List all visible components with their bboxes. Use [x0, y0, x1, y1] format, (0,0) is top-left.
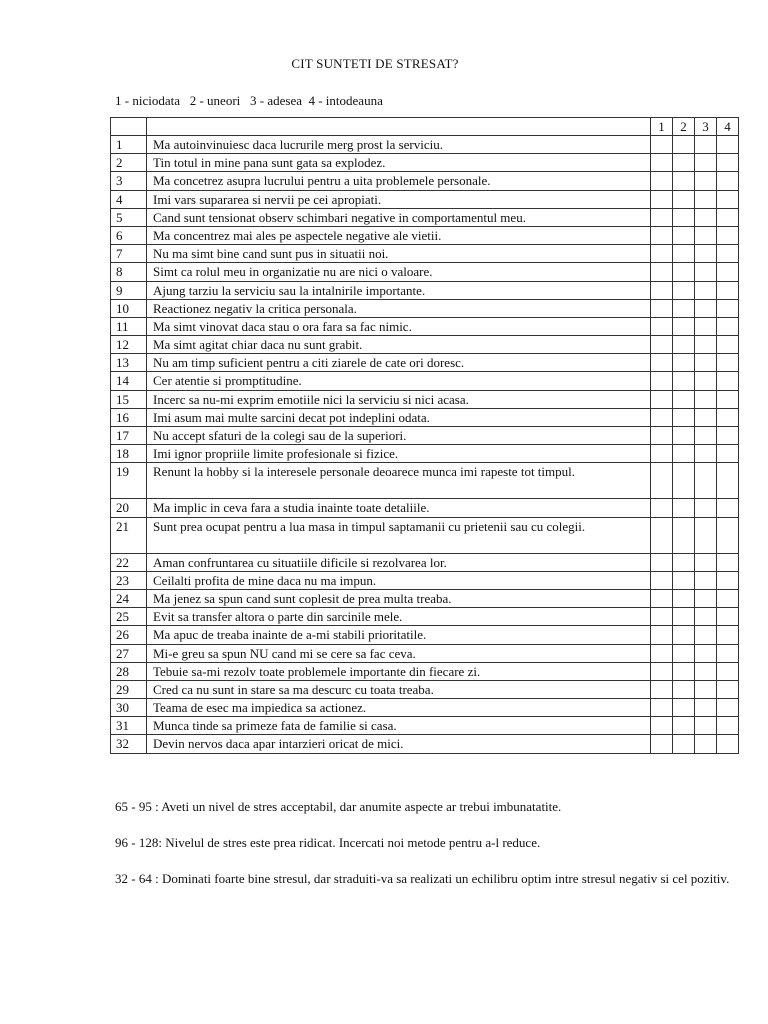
- score-cell-1[interactable]: [651, 644, 673, 662]
- question-number: 24: [111, 589, 147, 607]
- question-number: 13: [111, 354, 147, 372]
- score-cell-4[interactable]: [717, 644, 739, 662]
- table-row: [111, 408, 739, 426]
- score-cell-2[interactable]: [673, 390, 695, 408]
- score-cell-2[interactable]: [673, 226, 695, 244]
- score-cell-4[interactable]: [717, 735, 739, 753]
- question-number: 5: [111, 208, 147, 226]
- table-row: [111, 208, 739, 226]
- score-cell-4[interactable]: [717, 190, 739, 208]
- question-number: 9: [111, 281, 147, 299]
- score-cell-3[interactable]: [695, 553, 717, 571]
- question-number: 22: [111, 553, 147, 571]
- score-cell-2[interactable]: [673, 208, 695, 226]
- score-cell-1[interactable]: [651, 499, 673, 517]
- score-cell-4[interactable]: [717, 172, 739, 190]
- score-cell-1[interactable]: [651, 717, 673, 735]
- score-cell-3[interactable]: [695, 336, 717, 354]
- score-cell-3[interactable]: [695, 226, 717, 244]
- question-number: 27: [111, 644, 147, 662]
- question-text: Ceilalti profita de mine daca nu ma impun.: [147, 571, 651, 589]
- score-cell-3[interactable]: [695, 499, 717, 517]
- score-cell-4[interactable]: [717, 553, 739, 571]
- score-cell-4[interactable]: [717, 154, 739, 172]
- score-cell-4[interactable]: [717, 445, 739, 463]
- question-text: Munca tinde sa primeze fata de familie si casa.: [147, 717, 651, 735]
- question-text: Ma apuc de treaba inainte de a-mi stabili prioritatile.: [147, 626, 651, 644]
- header-score-4: 4: [717, 118, 739, 136]
- question-number: 4: [111, 190, 147, 208]
- score-cell-3[interactable]: [695, 608, 717, 626]
- table-row: [111, 445, 739, 463]
- question-number: 18: [111, 445, 147, 463]
- question-number: 6: [111, 226, 147, 244]
- table-row: [111, 699, 739, 717]
- score-cell-2[interactable]: [673, 299, 695, 317]
- score-cell-2[interactable]: [673, 662, 695, 680]
- table-row: [111, 263, 739, 281]
- score-cell-2[interactable]: [673, 372, 695, 390]
- table-row: [111, 680, 739, 698]
- score-cell-2[interactable]: [673, 245, 695, 263]
- score-cell-2[interactable]: [673, 445, 695, 463]
- score-cell-2[interactable]: [673, 408, 695, 426]
- table-row: [111, 336, 739, 354]
- question-text: Aman confruntarea cu situatiile dificile si rezolvarea lor.: [147, 553, 651, 571]
- table-row: [111, 317, 739, 335]
- question-number: 16: [111, 408, 147, 426]
- score-cell-2[interactable]: [673, 154, 695, 172]
- score-cell-1[interactable]: [651, 372, 673, 390]
- score-cell-2[interactable]: [673, 680, 695, 698]
- table-row: [111, 226, 739, 244]
- question-text: Reactionez negativ la critica personala.: [147, 299, 651, 317]
- question-text: Teama de esec ma impiedica sa actionez.: [147, 699, 651, 717]
- score-cell-1[interactable]: [651, 427, 673, 445]
- score-cell-1[interactable]: [651, 226, 673, 244]
- score-cell-3[interactable]: [695, 390, 717, 408]
- question-text: Cer atentie si promptitudine.: [147, 372, 651, 390]
- question-text: Tebuie sa-mi rezolv toate problemele importante din fiecare zi.: [147, 662, 651, 680]
- score-cell-1[interactable]: [651, 608, 673, 626]
- score-cell-3[interactable]: [695, 172, 717, 190]
- score-cell-4[interactable]: [717, 517, 739, 553]
- question-number: 20: [111, 499, 147, 517]
- question-number: 32: [111, 735, 147, 753]
- score-cell-2[interactable]: [673, 499, 695, 517]
- table-row: [111, 372, 739, 390]
- table-row: [111, 190, 739, 208]
- score-cell-4[interactable]: [717, 372, 739, 390]
- score-cell-3[interactable]: [695, 589, 717, 607]
- table-row: [111, 608, 739, 626]
- question-number: 8: [111, 263, 147, 281]
- score-cell-1[interactable]: [651, 263, 673, 281]
- score-cell-2[interactable]: [673, 354, 695, 372]
- score-cell-3[interactable]: [695, 190, 717, 208]
- table-row: [111, 571, 739, 589]
- score-cell-3[interactable]: [695, 281, 717, 299]
- score-cell-2[interactable]: [673, 699, 695, 717]
- question-number: 3: [111, 172, 147, 190]
- table-row: [111, 136, 739, 154]
- score-cell-3[interactable]: [695, 680, 717, 698]
- score-cell-2[interactable]: [673, 172, 695, 190]
- question-text: Imi vars supararea si nervii pe cei apropiati.: [147, 190, 651, 208]
- question-text: Ma concetrez asupra lucrului pentru a uita problemele personale.: [147, 172, 651, 190]
- score-cell-3[interactable]: [695, 208, 717, 226]
- table-row: [111, 172, 739, 190]
- score-cell-4[interactable]: [717, 317, 739, 335]
- result-range-moderate: 65 - 95 : Aveti un nivel de stres acceptabil, dar anumite aspecte ar trebui imbunatatite.: [115, 799, 562, 814]
- header-score-3: 3: [695, 118, 717, 136]
- score-cell-4[interactable]: [717, 680, 739, 698]
- score-cell-3[interactable]: [695, 644, 717, 662]
- score-cell-1[interactable]: [651, 680, 673, 698]
- score-cell-1[interactable]: [651, 354, 673, 372]
- page-title: CIT SUNTETI DE STRESAT?: [291, 56, 459, 71]
- rating-legend: 1 - niciodata 2 - uneori 3 - adesea 4 - intodeauna: [115, 93, 383, 108]
- table-row: [111, 626, 739, 644]
- score-cell-3[interactable]: [695, 263, 717, 281]
- score-cell-1[interactable]: [651, 336, 673, 354]
- question-text: Simt ca rolul meu in organizatie nu are nici o valoare.: [147, 263, 651, 281]
- score-cell-4[interactable]: [717, 427, 739, 445]
- score-cell-1[interactable]: [651, 245, 673, 263]
- score-cell-3[interactable]: [695, 517, 717, 553]
- score-cell-2[interactable]: [673, 136, 695, 154]
- header-question-cell: [147, 118, 651, 136]
- score-cell-1[interactable]: [651, 626, 673, 644]
- question-text: Ma simt agitat chiar daca nu sunt grabit.: [147, 336, 651, 354]
- question-text: Cred ca nu sunt in stare sa ma descurc cu toata treaba.: [147, 680, 651, 698]
- question-text: Ma simt vinovat daca stau o ora fara sa fac nimic.: [147, 317, 651, 335]
- score-cell-4[interactable]: [717, 336, 739, 354]
- question-text: Renunt la hobby si la interesele personale deoarece munca imi rapeste tot timpul.: [147, 463, 651, 499]
- score-cell-3[interactable]: [695, 408, 717, 426]
- score-cell-4[interactable]: [717, 281, 739, 299]
- score-cell-3[interactable]: [695, 427, 717, 445]
- score-cell-2[interactable]: [673, 517, 695, 553]
- header-number-cell: [111, 118, 147, 136]
- score-cell-1[interactable]: [651, 190, 673, 208]
- score-cell-1[interactable]: [651, 208, 673, 226]
- question-text: Devin nervos daca apar intarzieri oricat de mici.: [147, 735, 651, 753]
- score-cell-1[interactable]: [651, 571, 673, 589]
- score-cell-1[interactable]: [651, 390, 673, 408]
- table-row: [111, 644, 739, 662]
- table-row: [111, 427, 739, 445]
- question-number: 25: [111, 608, 147, 626]
- question-text: Cand sunt tensionat observ schimbari negative in comportamentul meu.: [147, 208, 651, 226]
- score-cell-3[interactable]: [695, 372, 717, 390]
- score-cell-4[interactable]: [717, 608, 739, 626]
- question-number: 2: [111, 154, 147, 172]
- score-cell-4[interactable]: [717, 571, 739, 589]
- question-text: Sunt prea ocupat pentru a lua masa in timpul saptamanii cu prietenii sau cu colegii.: [147, 517, 651, 553]
- score-cell-2[interactable]: [673, 263, 695, 281]
- score-cell-3[interactable]: [695, 717, 717, 735]
- table-header-row: [111, 118, 739, 136]
- question-number: 29: [111, 680, 147, 698]
- table-row: [111, 245, 739, 263]
- table-row: [111, 154, 739, 172]
- question-number: 11: [111, 317, 147, 335]
- score-cell-1[interactable]: [651, 136, 673, 154]
- score-cell-1[interactable]: [651, 445, 673, 463]
- score-cell-1[interactable]: [651, 299, 673, 317]
- question-number: 31: [111, 717, 147, 735]
- header-score-2: 2: [673, 118, 695, 136]
- score-cell-1[interactable]: [651, 735, 673, 753]
- score-cell-4[interactable]: [717, 717, 739, 735]
- score-cell-1[interactable]: [651, 172, 673, 190]
- question-text: Ajung tarziu la serviciu sau la intalnirile importante.: [147, 281, 651, 299]
- question-number: 7: [111, 245, 147, 263]
- question-number: 19: [111, 463, 147, 499]
- question-text: Nu am timp suficient pentru a citi ziarele de cate ori doresc.: [147, 354, 651, 372]
- score-cell-3[interactable]: [695, 299, 717, 317]
- score-cell-4[interactable]: [717, 699, 739, 717]
- table-row: [111, 517, 739, 553]
- table-row: [111, 735, 739, 753]
- score-cell-2[interactable]: [673, 336, 695, 354]
- question-text: Ma concentrez mai ales pe aspectele negative ale vietii.: [147, 226, 651, 244]
- score-cell-4[interactable]: [717, 390, 739, 408]
- score-cell-3[interactable]: [695, 136, 717, 154]
- score-cell-3[interactable]: [695, 735, 717, 753]
- question-text: Mi-e greu sa spun NU cand mi se cere sa fac ceva.: [147, 644, 651, 662]
- score-cell-4[interactable]: [717, 354, 739, 372]
- score-cell-4[interactable]: [717, 208, 739, 226]
- score-cell-2[interactable]: [673, 626, 695, 644]
- score-cell-2[interactable]: [673, 553, 695, 571]
- table-row: [111, 553, 739, 571]
- score-cell-1[interactable]: [651, 463, 673, 499]
- question-number: 1: [111, 136, 147, 154]
- score-cell-3[interactable]: [695, 463, 717, 499]
- score-cell-4[interactable]: [717, 299, 739, 317]
- score-cell-4[interactable]: [717, 136, 739, 154]
- score-cell-3[interactable]: [695, 571, 717, 589]
- score-cell-4[interactable]: [717, 463, 739, 499]
- score-cell-3[interactable]: [695, 445, 717, 463]
- question-text: Ma jenez sa spun cand sunt coplesit de prea multa treaba.: [147, 589, 651, 607]
- score-cell-3[interactable]: [695, 354, 717, 372]
- score-cell-2[interactable]: [673, 608, 695, 626]
- question-text: Nu ma simt bine cand sunt pus in situatii noi.: [147, 245, 651, 263]
- table-row: [111, 717, 739, 735]
- question-text: Ma autoinvinuiesc daca lucrurile merg prost la serviciu.: [147, 136, 651, 154]
- question-text: Imi ignor propriile limite profesionale si fizice.: [147, 445, 651, 463]
- score-cell-2[interactable]: [673, 644, 695, 662]
- question-text: Tin totul in mine pana sunt gata sa explodez.: [147, 154, 651, 172]
- score-cell-1[interactable]: [651, 699, 673, 717]
- score-cell-2[interactable]: [673, 190, 695, 208]
- score-cell-4[interactable]: [717, 626, 739, 644]
- question-text: Evit sa transfer altora o parte din sarcinile mele.: [147, 608, 651, 626]
- question-number: 17: [111, 427, 147, 445]
- question-number: 15: [111, 390, 147, 408]
- score-cell-2[interactable]: [673, 317, 695, 335]
- score-cell-4[interactable]: [717, 226, 739, 244]
- score-cell-2[interactable]: [673, 571, 695, 589]
- question-number: 14: [111, 372, 147, 390]
- question-number: 10: [111, 299, 147, 317]
- score-cell-2[interactable]: [673, 589, 695, 607]
- score-cell-1[interactable]: [651, 662, 673, 680]
- score-cell-1[interactable]: [651, 408, 673, 426]
- header-score-1: 1: [651, 118, 673, 136]
- question-number: 23: [111, 571, 147, 589]
- result-range-low: 32 - 64 : Dominati foarte bine stresul, dar straduiti-va sa realizati un echilibru optim intre stresul negativ si cel pozitiv.: [115, 871, 730, 886]
- questionnaire-table: [110, 117, 739, 754]
- score-cell-3[interactable]: [695, 154, 717, 172]
- score-cell-4[interactable]: [717, 245, 739, 263]
- question-text: Incerc sa nu-mi exprim emotiile nici la serviciu si nici acasa.: [147, 390, 651, 408]
- table-row: [111, 463, 739, 499]
- score-cell-2[interactable]: [673, 427, 695, 445]
- table-row: [111, 589, 739, 607]
- table-row: [111, 662, 739, 680]
- score-cell-1[interactable]: [651, 281, 673, 299]
- score-cell-2[interactable]: [673, 463, 695, 499]
- question-text: Ma implic in ceva fara a studia inainte toate detaliile.: [147, 499, 651, 517]
- score-cell-4[interactable]: [717, 499, 739, 517]
- question-number: 21: [111, 517, 147, 553]
- score-cell-3[interactable]: [695, 317, 717, 335]
- score-cell-2[interactable]: [673, 717, 695, 735]
- score-cell-4[interactable]: [717, 408, 739, 426]
- score-cell-4[interactable]: [717, 589, 739, 607]
- question-text: Imi asum mai multe sarcini decat pot indeplini odata.: [147, 408, 651, 426]
- score-cell-1[interactable]: [651, 553, 673, 571]
- question-number: 30: [111, 699, 147, 717]
- score-cell-1[interactable]: [651, 317, 673, 335]
- question-text: Nu accept sfaturi de la colegi sau de la superiori.: [147, 427, 651, 445]
- table-row: [111, 390, 739, 408]
- score-cell-1[interactable]: [651, 517, 673, 553]
- table-row: [111, 354, 739, 372]
- score-cell-4[interactable]: [717, 662, 739, 680]
- table-row: [111, 281, 739, 299]
- score-cell-3[interactable]: [695, 626, 717, 644]
- table-row: [111, 299, 739, 317]
- score-cell-3[interactable]: [695, 245, 717, 263]
- question-number: 12: [111, 336, 147, 354]
- score-cell-2[interactable]: [673, 281, 695, 299]
- result-range-high: 96 - 128: Nivelul de stres este prea ridicat. Incercati noi metode pentru a-l reduce.: [115, 835, 541, 850]
- score-cell-1[interactable]: [651, 589, 673, 607]
- score-cell-4[interactable]: [717, 263, 739, 281]
- score-cell-3[interactable]: [695, 662, 717, 680]
- score-cell-1[interactable]: [651, 154, 673, 172]
- score-cell-3[interactable]: [695, 699, 717, 717]
- question-number: 26: [111, 626, 147, 644]
- score-cell-2[interactable]: [673, 735, 695, 753]
- table-row: [111, 499, 739, 517]
- question-number: 28: [111, 662, 147, 680]
